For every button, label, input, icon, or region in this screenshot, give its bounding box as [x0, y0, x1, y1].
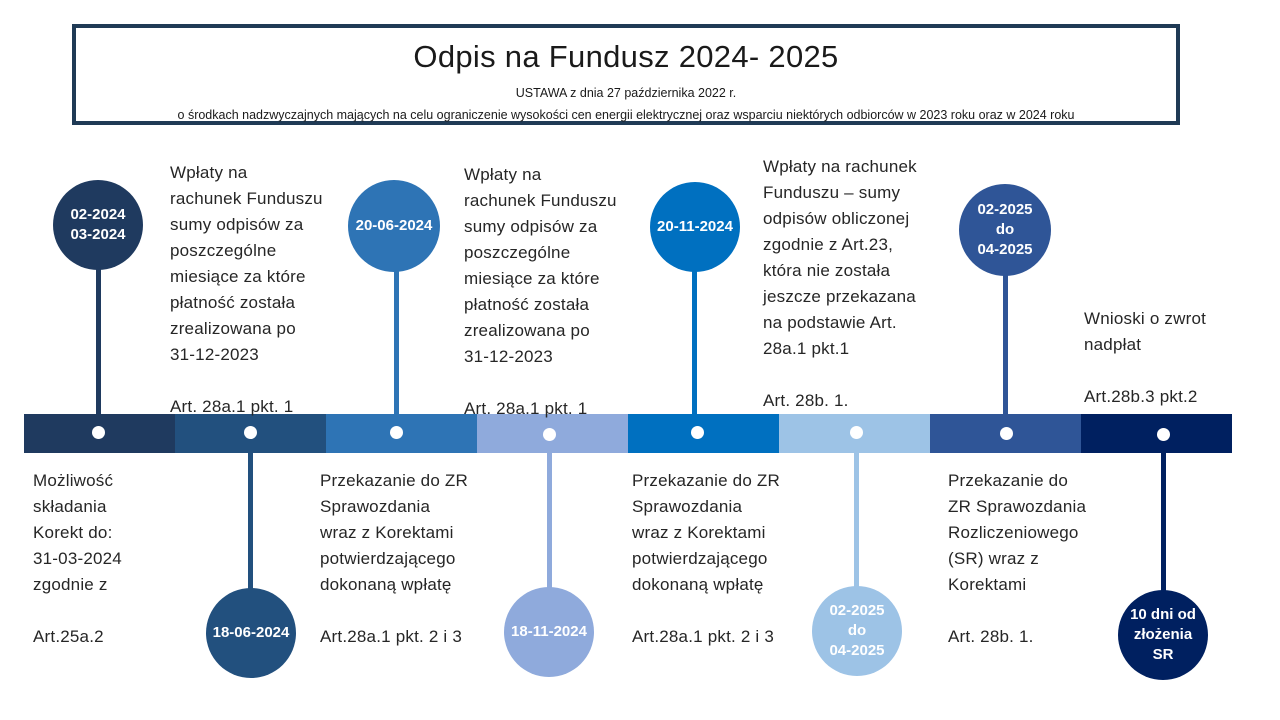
page-title: Odpis na Fundusz 2024- 2025 [413, 39, 839, 74]
timeline-stem-3 [394, 265, 399, 414]
date-circle-1 [53, 180, 143, 270]
event-description-4: Wpłaty na rachunek Funduszu sumy odpisów za poszczególne miesiące za które płatność została zrealizowana po 31-12-2023 Art. 28a.1 pkt. 1 [464, 165, 617, 418]
timeline-dot-7 [1000, 427, 1013, 440]
timeline-stem-2 [248, 453, 253, 595]
date-circle-3 [348, 180, 440, 272]
date-circle-7 [959, 184, 1051, 276]
timeline-dot-4 [543, 428, 556, 441]
timeline-dot-2 [244, 426, 257, 439]
event-description-8: Wnioski o zwrot nadpłat Art.28b.3 pkt.2 [1084, 309, 1207, 406]
event-description-5: Przekazanie do ZR Sprawozdania wraz z Korektami potwierdzającego dokonaną wpłatę Art.28a.1 pkt. 2 i 3 [632, 471, 780, 646]
date-label-8: 10 dni od złożenia SR [1130, 606, 1196, 663]
timeline-stem-5 [692, 265, 697, 414]
date-label-4: 18-11-2024 [511, 623, 587, 640]
timeline-dot-6 [850, 426, 863, 439]
timeline-stem-1 [96, 262, 101, 414]
date-circle-6 [812, 586, 902, 676]
date-circle-2 [206, 588, 296, 678]
date-label-2: 18-06-2024 [212, 624, 290, 641]
subtitle-act-description: o środkach nadzwyczajnych mających na celu ograniczenie wysokości cen energii elektrycznej oraz wsparciu niektórych odbiorców w 2023 roku oraz w 2024 roku [177, 108, 1075, 122]
timeline-dot-5 [691, 426, 704, 439]
timeline-stem-4 [547, 453, 552, 595]
date-label-6: 02-2025 do 04-2025 [829, 602, 885, 659]
timeline-dot-1 [92, 426, 105, 439]
timeline-dot-3 [390, 426, 403, 439]
date-circle-8 [1118, 590, 1208, 680]
event-description-1: Możliwość składania Korekt do: 31-03-2024 zgodnie z Art.25a.2 [33, 471, 122, 646]
timeline-stem-7 [1003, 265, 1008, 414]
event-description-6: Wpłaty na rachunek Funduszu – sumy odpisów obliczonej zgodnie z Art.23, która nie została jeszcze przekazana na podstawie Art. 28a.1 pkt.1 Art. 28b. 1. [763, 157, 917, 410]
header-box [72, 24, 1180, 125]
date-label-3: 20-06-2024 [355, 217, 433, 234]
date-label-5: 20-11-2024 [657, 218, 733, 235]
date-circle-5 [650, 182, 740, 272]
subtitle-act: USTAWA z dnia 27 października 2022 r. [515, 86, 737, 100]
timeline-stem-8 [1161, 453, 1166, 600]
event-description-7: Przekazanie do ZR Sprawozdania Rozliczeniowego (SR) wraz z Korektami Art. 28b. 1. [948, 471, 1087, 646]
timeline-dot-8 [1157, 428, 1170, 441]
event-description-2: Wpłaty na rachunek Funduszu sumy odpisów za poszczególne miesiące za które płatność została zrealizowana po 31-12-2023 Art. 28a.1 pkt. 1 [170, 163, 323, 416]
date-label-7: 02-2025 do 04-2025 [977, 201, 1033, 258]
event-description-3: Przekazanie do ZR Sprawozdania wraz z Korektami potwierdzającego dokonaną wpłatę Art.28a.1 pkt. 2 i 3 [320, 471, 468, 646]
date-circle-4 [504, 587, 594, 677]
date-label-1: 02-2024 03-2024 [70, 206, 126, 243]
timeline-stem-6 [854, 453, 859, 595]
